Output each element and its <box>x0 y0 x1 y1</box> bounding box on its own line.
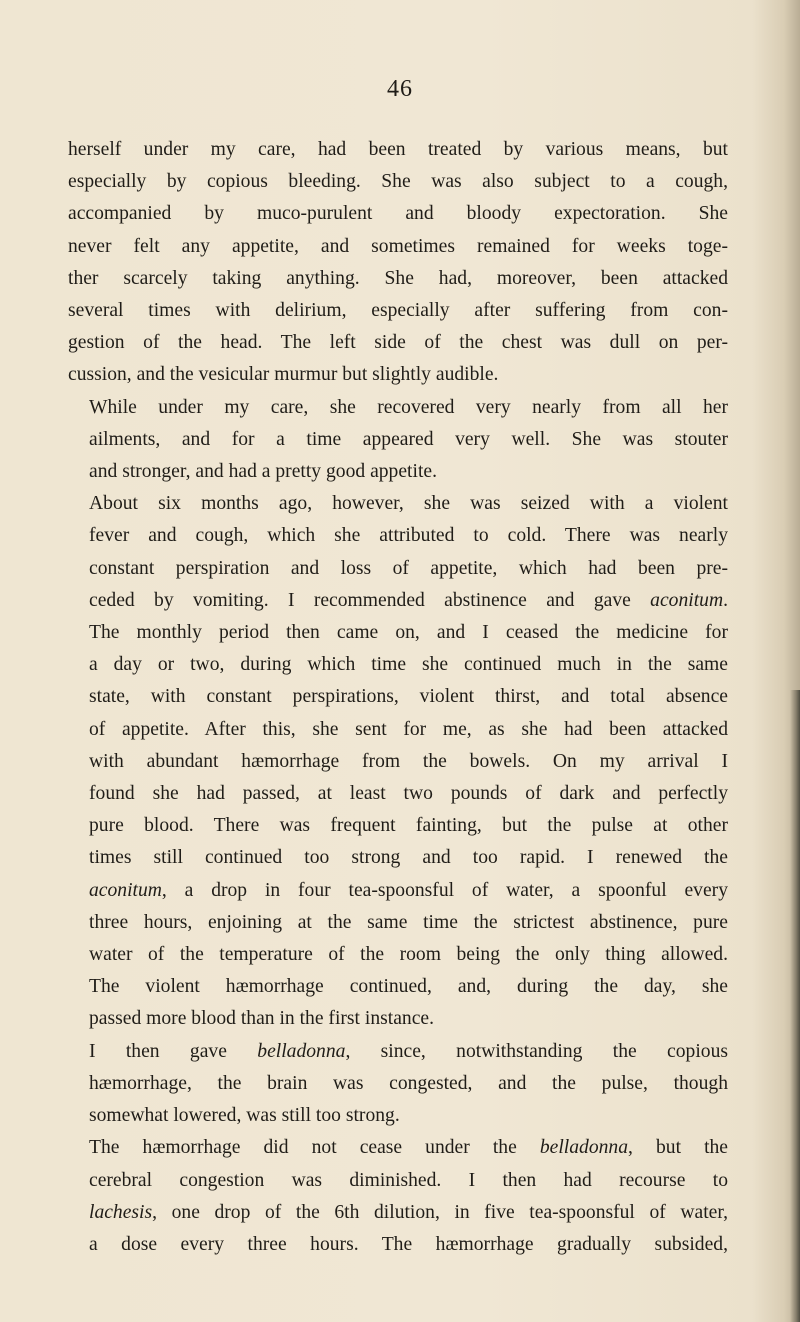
text-line: and stronger, and had a pretty good appetite. <box>89 461 437 483</box>
paragraph <box>68 392 728 489</box>
body-text <box>68 134 728 1261</box>
paragraph <box>68 134 728 392</box>
text-line: herself under my care, had been treated by various means, but <box>68 139 728 160</box>
text-line: times still continued too strong and too rapid. I renewed the <box>89 847 728 869</box>
text-line: cerebral congestion was diminished. I then had recourse to <box>89 1169 728 1191</box>
text-line: a day or two, during which time she continued much in the same <box>89 654 728 676</box>
text-line: passed more blood than in the first instance. <box>89 1008 434 1030</box>
page-edge-shadow <box>790 690 800 1322</box>
paragraph <box>68 488 728 1035</box>
text-line: water of the temperature of the room being the only thing allowed. <box>89 944 728 966</box>
text-line: gestion of the head. The left side of the chest was dull on per- <box>68 332 728 354</box>
paragraph <box>68 1132 728 1261</box>
text-line: found she had passed, at least two pounds of dark and perfectly <box>89 783 728 805</box>
text-line: The hæmorrhage did not cease under the belladonna, but the <box>89 1137 729 1159</box>
text-line: with abundant hæmorrhage from the bowels. On my arrival I <box>89 750 728 772</box>
text-line: aconitum, a drop in four tea-spoonsful of water, a spoonful every <box>89 879 728 901</box>
text-line: fever and cough, which she attributed to cold. There was nearly <box>89 525 728 547</box>
text-line: three hours, enjoining at the same time the strictest abstinence, pure <box>89 911 728 933</box>
text-line: somewhat lowered, was still too strong. <box>89 1105 400 1127</box>
text-line: of appetite. After this, she sent for me, as she had been attacked <box>89 718 728 740</box>
text-line: cussion, and the vesicular murmur but slightly audible. <box>68 364 499 386</box>
text-line: The violent hæmorrhage continued, and, during the day, she <box>89 976 728 998</box>
text-line: I then gave belladonna, since, notwithstanding the copious <box>89 1040 728 1062</box>
text-line: ailments, and for a time appeared very well. She was stouter <box>89 428 728 450</box>
text-line: pure blood. There was frequent fainting, but the pulse at other <box>89 815 728 837</box>
text-line: hæmorrhage, the brain was congested, and the pulse, though <box>89 1072 728 1094</box>
text-line: a dose every three hours. The hæmorrhage gradually subsided, <box>89 1233 728 1255</box>
text-line: several times with delirium, especially after suffering from con- <box>68 300 728 322</box>
text-line: ceded by vomiting. I recommended abstinence and gave aconitum. <box>89 589 728 611</box>
text-line: The monthly period then came on, and I ceased the medicine for <box>89 622 728 644</box>
text-line: especially by copious bleeding. She was also subject to a cough, <box>68 171 728 193</box>
paragraph <box>68 1036 728 1133</box>
text-line: While under my care, she recovered very nearly from all her <box>89 396 728 418</box>
text-line: never felt any appetite, and sometimes remained for weeks toge- <box>68 235 728 257</box>
text-line: state, with constant perspirations, violent thirst, and total absence <box>89 686 728 708</box>
text-line: lachesis, one drop of the 6th dilution, in five tea-spoonsful of water, <box>89 1201 728 1223</box>
text-line: About six months ago, however, she was seized with a violent <box>89 493 728 515</box>
text-line: constant perspiration and loss of appetite, which had been pre- <box>89 557 728 579</box>
text-line: ther scarcely taking anything. She had, moreover, been attacked <box>68 267 728 289</box>
text-line: accompanied by muco-purulent and bloody expectoration. She <box>68 203 728 225</box>
page-number: 46 <box>387 76 413 102</box>
